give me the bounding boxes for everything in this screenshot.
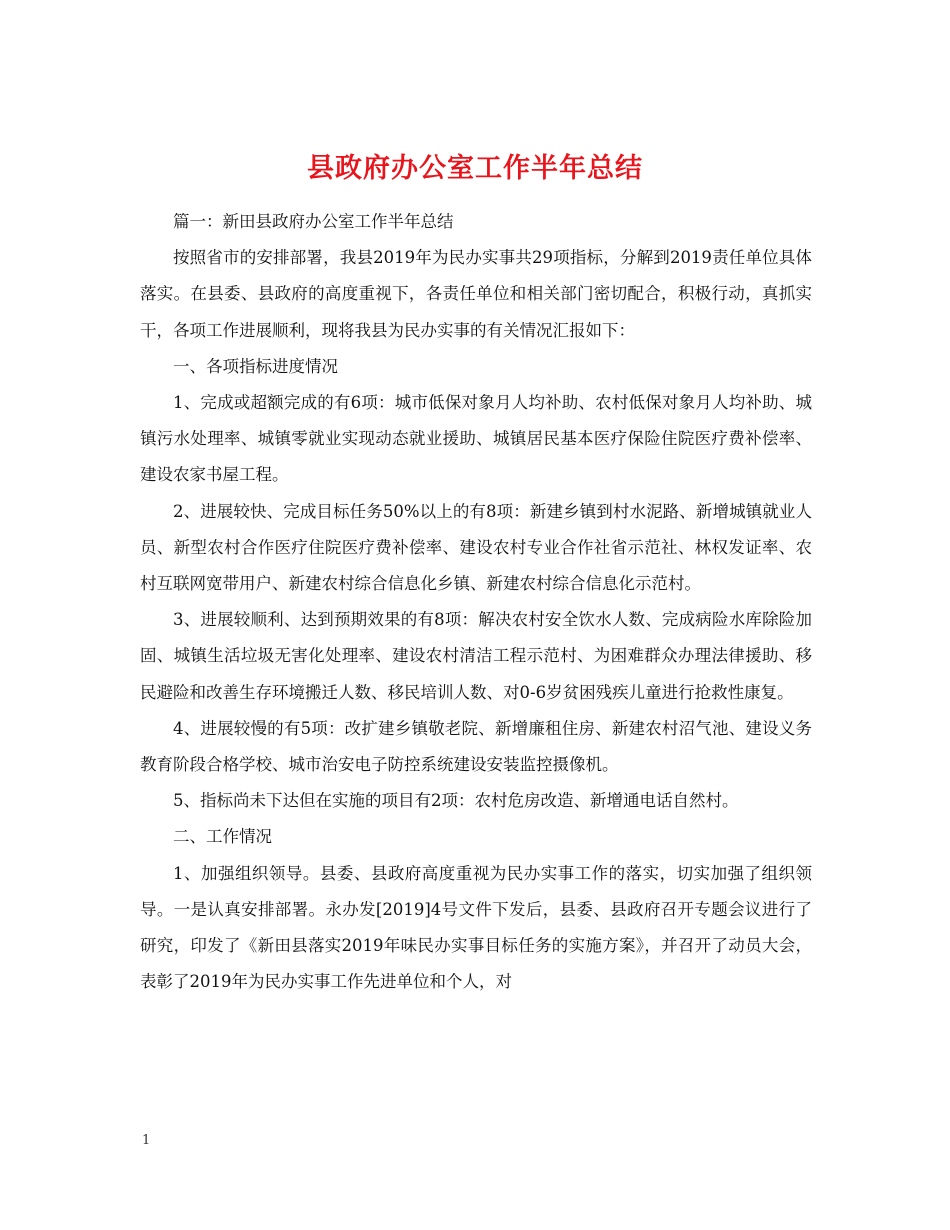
section-heading-article: 篇一：新田县政府办公室工作半年总结 [173, 212, 454, 231]
section-heading-work: 二、工作情况 [173, 827, 272, 847]
progress-item-1: 1、完成或超额完成的有6项：城市低保对象月人均补助、农村低保对象月人均补助、城镇污水处理率、城镇零就业实现动态就业援助、城镇居民基本医疗保险住院医疗费补偿率、建设农家书屋工程。 [140, 393, 812, 485]
progress-item-5: 5、指标尚未下达但在实施的项目有2项：农村危房改造、新增通电话自然村。 [173, 791, 739, 811]
work-item-1: 1、加强组织领导。县委、县政府高度重视为民办实事工作的落实，切实加强了组织领导。一是认真安排部署。永办发[2019]4号文件下发后，县委、县政府召开专题会议进行了研究，印发了《新田县落实2019年味民办实事目标任务的实施方案》，并召开了动员大会，表彰了2019年为民办实事工作先进单位和个人，对 [140, 863, 812, 992]
document-title: 县政府办公室工作半年总结 [307, 153, 643, 185]
intro-paragraph: 按照省市的安排部署，我县2019年为民办实事共29项指标，分解到2019责任单位具体落实。在县委、县政府的高度重视下，各责任单位和相关部门密切配合，积极行动，真抓实干，各项工作进展顺利，现将我县为民办实事的有关情况汇报如下： [140, 248, 812, 340]
progress-item-2: 2、进展较快、完成目标任务50%以上的有8项：新建乡镇到村水泥路、新增城镇就业人员、新型农村合作医疗住院医疗费补偿率、建设农村专业合作社省示范社、林权发证率、农村互联网宽带用户、新建农村综合信息化乡镇、新建农村综合信息化示范村。 [140, 501, 812, 594]
progress-item-3: 3、进展较顺利、达到预期效果的有8项：解决农村安全饮水人数、完成病险水库除险加固、城镇生活垃圾无害化处理率、建设农村清洁工程示范村、为困难群众办理法律援助、移民避险和改善生存环境搬迁人数、移民培训人数、对0-6岁贫困残疾儿童进行抢救性康复。 [140, 610, 812, 702]
document-body [140, 204, 812, 1000]
section-heading-progress: 一、各项指标进度情况 [173, 356, 338, 376]
page-number: 1 [142, 1133, 151, 1148]
progress-item-4: 4、进展较慢的有5项：改扩建乡镇敬老院、新增廉租住房、新建农村沼气池、建设义务教育阶段合格学校、城市治安电子防控系统建设安装监控摄像机。 [140, 718, 812, 775]
